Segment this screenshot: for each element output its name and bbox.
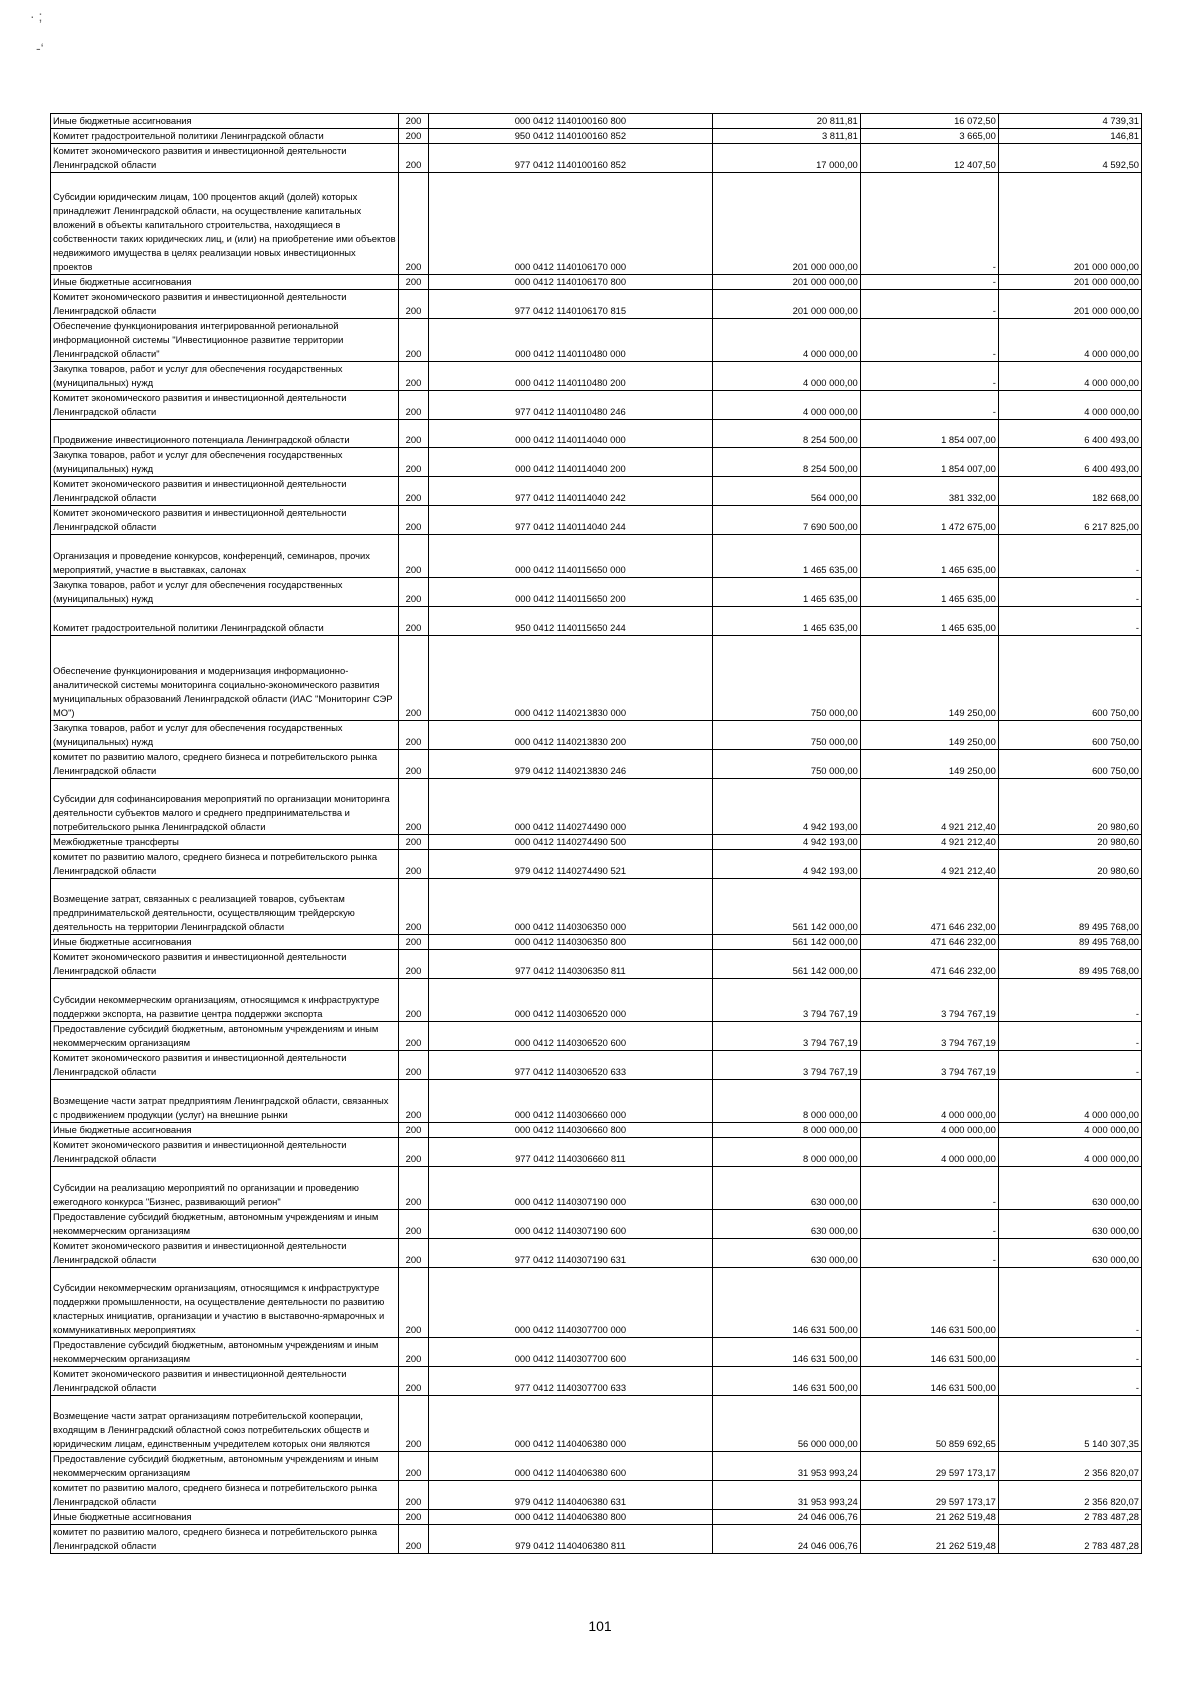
row-unexecuted: 89 495 768,00 <box>998 950 1141 979</box>
row-name: Комитет экономического развития и инвестиционной деятельности Ленинградской области <box>51 1367 399 1396</box>
table-row <box>51 1051 1142 1080</box>
row-budget-code: 000 0412 1140306520 600 <box>429 1022 712 1051</box>
row-name: Комитет экономического развития и инвестиционной деятельности Ленинградской области <box>51 144 399 173</box>
table-row <box>51 144 1142 173</box>
row-executed: 3 794 767,19 <box>860 979 998 1022</box>
row-name: комитет по развитию малого, среднего бизнеса и потребительского рынка Ленинградской области <box>51 850 399 879</box>
row-budget-code: 000 0412 1140110480 200 <box>429 362 712 391</box>
table-row <box>51 1080 1142 1123</box>
row-line-code: 200 <box>398 114 429 129</box>
row-name: Комитет экономического развития и инвестиционной деятельности Ленинградской области <box>51 1239 399 1268</box>
table-row <box>51 1239 1142 1268</box>
row-unexecuted: 89 495 768,00 <box>998 935 1141 950</box>
row-unexecuted: 182 668,00 <box>998 477 1141 506</box>
row-line-code: 200 <box>398 835 429 850</box>
scan-mark: · ; <box>30 8 43 24</box>
table-row <box>51 1396 1142 1452</box>
row-line-code: 200 <box>398 1051 429 1080</box>
row-budget-code: 977 0412 1140100160 852 <box>429 144 712 173</box>
row-executed: - <box>860 319 998 362</box>
row-name: Комитет экономического развития и инвестиционной деятельности Ленинградской области <box>51 1051 399 1080</box>
table-row <box>51 114 1142 129</box>
row-line-code: 200 <box>398 1452 429 1481</box>
row-approved: 8 000 000,00 <box>712 1123 860 1138</box>
row-approved: 56 000 000,00 <box>712 1396 860 1452</box>
row-name: Иные бюджетные ассигнования <box>51 1510 399 1525</box>
row-executed: 1 472 675,00 <box>860 506 998 535</box>
row-unexecuted: 201 000 000,00 <box>998 275 1141 290</box>
row-executed: 1 465 635,00 <box>860 578 998 607</box>
row-budget-code: 000 0412 1140306660 800 <box>429 1123 712 1138</box>
row-name: Комитет экономического развития и инвестиционной деятельности Ленинградской области <box>51 506 399 535</box>
row-budget-code: 000 0412 1140307700 600 <box>429 1338 712 1367</box>
row-executed: 1 854 007,00 <box>860 420 998 448</box>
row-budget-code: 977 0412 1140306350 811 <box>429 950 712 979</box>
row-executed: 149 250,00 <box>860 721 998 750</box>
row-approved: 750 000,00 <box>712 721 860 750</box>
row-unexecuted: 600 750,00 <box>998 636 1141 721</box>
row-unexecuted: 2 356 820,07 <box>998 1481 1141 1510</box>
row-executed: 4 921 212,40 <box>860 835 998 850</box>
row-approved: 630 000,00 <box>712 1239 860 1268</box>
row-executed: 4 921 212,40 <box>860 779 998 835</box>
row-executed: 29 597 173,17 <box>860 1481 998 1510</box>
row-budget-code: 950 0412 1140115650 244 <box>429 607 712 636</box>
row-unexecuted: 4 000 000,00 <box>998 1123 1141 1138</box>
row-budget-code: 977 0412 1140114040 244 <box>429 506 712 535</box>
row-approved: 31 953 993,24 <box>712 1452 860 1481</box>
row-unexecuted: 630 000,00 <box>998 1210 1141 1239</box>
row-line-code: 200 <box>398 1167 429 1210</box>
row-executed: 3 794 767,19 <box>860 1051 998 1080</box>
row-unexecuted: 600 750,00 <box>998 750 1141 779</box>
row-unexecuted: 146,81 <box>998 129 1141 144</box>
row-budget-code: 977 0412 1140110480 246 <box>429 391 712 420</box>
row-line-code: 200 <box>398 362 429 391</box>
table-row <box>51 535 1142 578</box>
row-executed: 1 465 635,00 <box>860 535 998 578</box>
table-row <box>51 578 1142 607</box>
scan-mark: -‘ <box>36 40 44 56</box>
row-unexecuted: 4 000 000,00 <box>998 319 1141 362</box>
row-name: Субсидии для софинансирования мероприятий по организации мониторинга деятельности субъектов малого и среднего предпринимательства и потребительского рынка Ленинградской области <box>51 779 399 835</box>
row-unexecuted: 4 739,31 <box>998 114 1141 129</box>
row-line-code: 200 <box>398 1396 429 1452</box>
row-unexecuted: 5 140 307,35 <box>998 1396 1141 1452</box>
expenditure-table <box>50 113 1142 1554</box>
row-approved: 4 000 000,00 <box>712 362 860 391</box>
row-line-code: 200 <box>398 935 429 950</box>
row-approved: 31 953 993,24 <box>712 1481 860 1510</box>
row-approved: 24 046 006,76 <box>712 1525 860 1554</box>
table-row <box>51 173 1142 275</box>
row-approved: 750 000,00 <box>712 750 860 779</box>
row-unexecuted: 2 783 487,28 <box>998 1510 1141 1525</box>
row-name: Закупка товаров, работ и услуг для обеспечения государственных (муниципальных) нужд <box>51 362 399 391</box>
row-budget-code: 000 0412 1140306350 800 <box>429 935 712 950</box>
table-row <box>51 835 1142 850</box>
row-name: Закупка товаров, работ и услуг для обеспечения государственных (муниципальных) нужд <box>51 578 399 607</box>
row-budget-code: 000 0412 1140213830 200 <box>429 721 712 750</box>
row-executed: - <box>860 1239 998 1268</box>
row-executed: 1 854 007,00 <box>860 448 998 477</box>
row-approved: 146 631 500,00 <box>712 1338 860 1367</box>
row-name: Предоставление субсидий бюджетным, автономным учреждениям и иным некоммерческим организациям <box>51 1022 399 1051</box>
row-budget-code: 000 0412 1140306350 000 <box>429 879 712 935</box>
row-budget-code: 979 0412 1140274490 521 <box>429 850 712 879</box>
row-name: Возмещение затрат, связанных с реализацией товаров, субъектам предпринимательской деятельности, осуществляющим трейдерскую деятельность на территории Ленинградской области <box>51 879 399 935</box>
row-budget-code: 000 0412 1140115650 200 <box>429 578 712 607</box>
row-budget-code: 979 0412 1140406380 811 <box>429 1525 712 1554</box>
row-executed: 29 597 173,17 <box>860 1452 998 1481</box>
row-line-code: 200 <box>398 1481 429 1510</box>
row-line-code: 200 <box>398 535 429 578</box>
row-budget-code: 977 0412 1140306660 811 <box>429 1138 712 1167</box>
row-name: Иные бюджетные ассигнования <box>51 114 399 129</box>
table-row <box>51 420 1142 448</box>
row-approved: 8 254 500,00 <box>712 420 860 448</box>
row-name: Субсидии некоммерческим организациям, относящимся к инфраструктуре поддержки экспорта, на развитие центра поддержки экспорта <box>51 979 399 1022</box>
row-approved: 3 794 767,19 <box>712 979 860 1022</box>
row-budget-code: 977 0412 1140307700 633 <box>429 1367 712 1396</box>
row-line-code: 200 <box>398 779 429 835</box>
row-line-code: 200 <box>398 506 429 535</box>
row-unexecuted: 2 356 820,07 <box>998 1452 1141 1481</box>
row-budget-code: 000 0412 1140306520 000 <box>429 979 712 1022</box>
row-budget-code: 000 0412 1140114040 000 <box>429 420 712 448</box>
row-executed: 1 465 635,00 <box>860 607 998 636</box>
row-budget-code: 977 0412 1140106170 815 <box>429 290 712 319</box>
row-executed: 471 646 232,00 <box>860 950 998 979</box>
row-unexecuted: - <box>998 578 1141 607</box>
row-name: Предоставление субсидий бюджетным, автономным учреждениям и иным некоммерческим организациям <box>51 1210 399 1239</box>
row-unexecuted: - <box>998 1022 1141 1051</box>
row-approved: 201 000 000,00 <box>712 290 860 319</box>
row-budget-code: 950 0412 1140100160 852 <box>429 129 712 144</box>
row-line-code: 200 <box>398 1080 429 1123</box>
row-executed: 4 000 000,00 <box>860 1080 998 1123</box>
table-row <box>51 1452 1142 1481</box>
row-approved: 8 254 500,00 <box>712 448 860 477</box>
row-executed: - <box>860 173 998 275</box>
row-line-code: 200 <box>398 950 429 979</box>
table-row <box>51 477 1142 506</box>
table-row <box>51 391 1142 420</box>
row-name: Иные бюджетные ассигнования <box>51 1123 399 1138</box>
table-row <box>51 506 1142 535</box>
table-row <box>51 721 1142 750</box>
row-unexecuted: - <box>998 535 1141 578</box>
row-executed: 3 665,00 <box>860 129 998 144</box>
row-approved: 3 794 767,19 <box>712 1051 860 1080</box>
row-budget-code: 000 0412 1140213830 000 <box>429 636 712 721</box>
row-line-code: 200 <box>398 1268 429 1338</box>
row-approved: 1 465 635,00 <box>712 607 860 636</box>
row-approved: 3 794 767,19 <box>712 1022 860 1051</box>
row-line-code: 200 <box>398 275 429 290</box>
row-budget-code: 000 0412 1140274490 500 <box>429 835 712 850</box>
row-name: комитет по развитию малого, среднего бизнеса и потребительского рынка Ленинградской области <box>51 1481 399 1510</box>
row-approved: 1 465 635,00 <box>712 535 860 578</box>
page-number: 101 <box>588 1618 612 1634</box>
row-executed: 471 646 232,00 <box>860 935 998 950</box>
row-name: Закупка товаров, работ и услуг для обеспечения государственных (муниципальных) нужд <box>51 721 399 750</box>
row-name: Иные бюджетные ассигнования <box>51 275 399 290</box>
row-executed: 149 250,00 <box>860 750 998 779</box>
row-unexecuted: 4 000 000,00 <box>998 362 1141 391</box>
row-budget-code: 000 0412 1140106170 800 <box>429 275 712 290</box>
row-line-code: 200 <box>398 448 429 477</box>
row-unexecuted: 201 000 000,00 <box>998 290 1141 319</box>
row-budget-code: 000 0412 1140307700 000 <box>429 1268 712 1338</box>
row-approved: 3 811,81 <box>712 129 860 144</box>
table-row <box>51 935 1142 950</box>
row-line-code: 200 <box>398 1525 429 1554</box>
row-approved: 8 000 000,00 <box>712 1080 860 1123</box>
row-name: Межбюджетные трансферты <box>51 835 399 850</box>
table-row <box>51 1268 1142 1338</box>
row-unexecuted: 4 000 000,00 <box>998 1138 1141 1167</box>
row-budget-code: 000 0412 1140115650 000 <box>429 535 712 578</box>
row-approved: 561 142 000,00 <box>712 879 860 935</box>
row-line-code: 200 <box>398 879 429 935</box>
row-line-code: 200 <box>398 391 429 420</box>
row-name: Возмещение части затрат организациям потребительской кооперации, входящим в Ленинградский областной союз потребительских обществ и юридическим лицам, единственным учредителем которых они являются <box>51 1396 399 1452</box>
row-line-code: 200 <box>398 1022 429 1051</box>
row-name: Предоставление субсидий бюджетным, автономным учреждениям и иным некоммерческим организациям <box>51 1338 399 1367</box>
row-line-code: 200 <box>398 636 429 721</box>
table-row <box>51 607 1142 636</box>
row-approved: 20 811,81 <box>712 114 860 129</box>
table-row <box>51 448 1142 477</box>
row-executed: 146 631 500,00 <box>860 1268 998 1338</box>
row-line-code: 200 <box>398 1138 429 1167</box>
row-approved: 8 000 000,00 <box>712 1138 860 1167</box>
row-name: Комитет экономического развития и инвестиционной деятельности Ленинградской области <box>51 391 399 420</box>
row-executed: 149 250,00 <box>860 636 998 721</box>
row-budget-code: 000 0412 1140100160 800 <box>429 114 712 129</box>
table-row <box>51 275 1142 290</box>
table-row <box>51 979 1142 1022</box>
row-unexecuted: 630 000,00 <box>998 1167 1141 1210</box>
row-name: Закупка товаров, работ и услуг для обеспечения государственных (муниципальных) нужд <box>51 448 399 477</box>
row-approved: 7 690 500,00 <box>712 506 860 535</box>
row-name: Субсидии юридическим лицам, 100 процентов акций (долей) которых принадлежит Ленинградской области, на осуществление капитальных вложений в объекты капитального строительства, находящиеся в собственности таких юридических лиц, и (или) на приобретение ими объектов недвижимого имущества в целях реализации новых инвестиционных проектов <box>51 173 399 275</box>
row-name: Организация и проведение конкурсов, конференций, семинаров, прочих мероприятий, участие в выставках, салонах <box>51 535 399 578</box>
row-unexecuted: - <box>998 1051 1141 1080</box>
row-budget-code: 000 0412 1140306660 000 <box>429 1080 712 1123</box>
row-executed: 146 631 500,00 <box>860 1367 998 1396</box>
row-budget-code: 000 0412 1140110480 000 <box>429 319 712 362</box>
table-row <box>51 1210 1142 1239</box>
row-line-code: 200 <box>398 979 429 1022</box>
row-budget-code: 000 0412 1140406380 800 <box>429 1510 712 1525</box>
row-budget-code: 979 0412 1140213830 246 <box>429 750 712 779</box>
row-budget-code: 000 0412 1140406380 600 <box>429 1452 712 1481</box>
row-name: Возмещение части затрат предприятиям Ленинградской области, связанных с продвижением продукции (услуг) на внешние рынки <box>51 1080 399 1123</box>
row-approved: 146 631 500,00 <box>712 1268 860 1338</box>
row-unexecuted: - <box>998 607 1141 636</box>
row-line-code: 200 <box>398 1239 429 1268</box>
row-executed: 50 859 692,65 <box>860 1396 998 1452</box>
row-approved: 4 942 193,00 <box>712 850 860 879</box>
row-budget-code: 000 0412 1140307190 600 <box>429 1210 712 1239</box>
row-name: Обеспечение функционирования интегрированной региональной информационной системы "Инвестиционное развитие территории Ленинградской области" <box>51 319 399 362</box>
row-budget-code: 977 0412 1140307190 631 <box>429 1239 712 1268</box>
row-budget-code: 000 0412 1140307190 000 <box>429 1167 712 1210</box>
row-executed: - <box>860 391 998 420</box>
row-name: Комитет экономического развития и инвестиционной деятельности Ленинградской области <box>51 950 399 979</box>
row-executed: - <box>860 1167 998 1210</box>
table-row <box>51 1123 1142 1138</box>
table-row <box>51 850 1142 879</box>
row-line-code: 200 <box>398 721 429 750</box>
table-row <box>51 1525 1142 1554</box>
row-budget-code: 000 0412 1140274490 000 <box>429 779 712 835</box>
row-name: Комитет градостроительной политики Ленинградской области <box>51 607 399 636</box>
row-unexecuted: 6 400 493,00 <box>998 448 1141 477</box>
row-name: Комитет экономического развития и инвестиционной деятельности Ленинградской области <box>51 290 399 319</box>
row-budget-code: 000 0412 1140406380 000 <box>429 1396 712 1452</box>
row-line-code: 200 <box>398 319 429 362</box>
row-name: Комитет экономического развития и инвестиционной деятельности Ленинградской области <box>51 477 399 506</box>
row-executed: - <box>860 290 998 319</box>
row-line-code: 200 <box>398 1510 429 1525</box>
row-name: Комитет градостроительной политики Ленинградской области <box>51 129 399 144</box>
row-executed: 16 072,50 <box>860 114 998 129</box>
table-row <box>51 879 1142 935</box>
row-executed: - <box>860 275 998 290</box>
row-name: Субсидии некоммерческим организациям, относящимся к инфраструктуре поддержки промышленности, на осуществление деятельности по развитию кластерных инициатив, организации и участию в выставочно-ярмарочных и коммуникативных мероприятиях <box>51 1268 399 1338</box>
row-line-code: 200 <box>398 850 429 879</box>
row-executed: 12 407,50 <box>860 144 998 173</box>
table-body <box>51 114 1142 1554</box>
table-row <box>51 362 1142 391</box>
row-executed: - <box>860 1210 998 1239</box>
table-row <box>51 319 1142 362</box>
table-row <box>51 1367 1142 1396</box>
row-name: Комитет экономического развития и инвестиционной деятельности Ленинградской области <box>51 1138 399 1167</box>
row-unexecuted: 6 217 825,00 <box>998 506 1141 535</box>
table-row <box>51 1167 1142 1210</box>
row-executed: 471 646 232,00 <box>860 879 998 935</box>
table-row <box>51 129 1142 144</box>
row-approved: 564 000,00 <box>712 477 860 506</box>
row-unexecuted: - <box>998 1338 1141 1367</box>
row-name: комитет по развитию малого, среднего бизнеса и потребительского рынка Ленинградской области <box>51 1525 399 1554</box>
row-name: Продвижение инвестиционного потенциала Ленинградской области <box>51 420 399 448</box>
row-name: Субсидии на реализацию мероприятий по организации и проведению ежегодного конкурса "Бизнес, развивающий регион" <box>51 1167 399 1210</box>
row-approved: 4 000 000,00 <box>712 391 860 420</box>
row-approved: 630 000,00 <box>712 1167 860 1210</box>
row-executed: 21 262 519,48 <box>860 1510 998 1525</box>
row-approved: 561 142 000,00 <box>712 950 860 979</box>
row-approved: 17 000,00 <box>712 144 860 173</box>
row-unexecuted: 600 750,00 <box>998 721 1141 750</box>
row-approved: 201 000 000,00 <box>712 173 860 275</box>
row-unexecuted: - <box>998 1367 1141 1396</box>
row-unexecuted: 4 000 000,00 <box>998 1080 1141 1123</box>
row-name: Обеспечение функционирования и модернизация информационно-аналитической системы мониторинга социально-экономического развития муниципальных образований Ленинградской области (ИАС "Мониторинг СЭР МО") <box>51 636 399 721</box>
row-unexecuted: 20 980,60 <box>998 779 1141 835</box>
row-unexecuted: 89 495 768,00 <box>998 879 1141 935</box>
row-line-code: 200 <box>398 144 429 173</box>
row-name: комитет по развитию малого, среднего бизнеса и потребительского рынка Ленинградской области <box>51 750 399 779</box>
row-budget-code: 977 0412 1140114040 242 <box>429 477 712 506</box>
table-row <box>51 1138 1142 1167</box>
row-approved: 4 942 193,00 <box>712 779 860 835</box>
row-unexecuted: 20 980,60 <box>998 850 1141 879</box>
row-approved: 1 465 635,00 <box>712 578 860 607</box>
row-unexecuted: 4 592,50 <box>998 144 1141 173</box>
row-line-code: 200 <box>398 173 429 275</box>
row-approved: 4 000 000,00 <box>712 319 860 362</box>
table-row <box>51 1481 1142 1510</box>
row-line-code: 200 <box>398 1338 429 1367</box>
row-unexecuted: - <box>998 1268 1141 1338</box>
row-executed: 146 631 500,00 <box>860 1338 998 1367</box>
row-name: Иные бюджетные ассигнования <box>51 935 399 950</box>
row-line-code: 200 <box>398 129 429 144</box>
table-row <box>51 750 1142 779</box>
row-budget-code: 977 0412 1140306520 633 <box>429 1051 712 1080</box>
table-row <box>51 1510 1142 1525</box>
table-row <box>51 1338 1142 1367</box>
row-approved: 561 142 000,00 <box>712 935 860 950</box>
table-row <box>51 950 1142 979</box>
row-unexecuted: - <box>998 979 1141 1022</box>
table-row <box>51 779 1142 835</box>
row-approved: 4 942 193,00 <box>712 835 860 850</box>
row-name: Предоставление субсидий бюджетным, автономным учреждениям и иным некоммерческим организациям <box>51 1452 399 1481</box>
row-line-code: 200 <box>398 607 429 636</box>
row-unexecuted: 20 980,60 <box>998 835 1141 850</box>
row-approved: 146 631 500,00 <box>712 1367 860 1396</box>
table-row <box>51 290 1142 319</box>
row-line-code: 200 <box>398 1210 429 1239</box>
row-budget-code: 000 0412 1140114040 200 <box>429 448 712 477</box>
row-executed: 3 794 767,19 <box>860 1022 998 1051</box>
row-approved: 630 000,00 <box>712 1210 860 1239</box>
row-line-code: 200 <box>398 477 429 506</box>
table-row <box>51 1022 1142 1051</box>
row-budget-code: 979 0412 1140406380 631 <box>429 1481 712 1510</box>
row-line-code: 200 <box>398 578 429 607</box>
row-unexecuted: 2 783 487,28 <box>998 1525 1141 1554</box>
row-approved: 201 000 000,00 <box>712 275 860 290</box>
row-unexecuted: 630 000,00 <box>998 1239 1141 1268</box>
row-line-code: 200 <box>398 750 429 779</box>
row-executed: - <box>860 362 998 391</box>
row-unexecuted: 6 400 493,00 <box>998 420 1141 448</box>
row-unexecuted: 4 000 000,00 <box>998 391 1141 420</box>
row-executed: 21 262 519,48 <box>860 1525 998 1554</box>
row-executed: 4 000 000,00 <box>860 1123 998 1138</box>
row-approved: 24 046 006,76 <box>712 1510 860 1525</box>
row-approved: 750 000,00 <box>712 636 860 721</box>
row-line-code: 200 <box>398 420 429 448</box>
row-executed: 381 332,00 <box>860 477 998 506</box>
row-executed: 4 000 000,00 <box>860 1138 998 1167</box>
row-unexecuted: 201 000 000,00 <box>998 173 1141 275</box>
row-executed: 4 921 212,40 <box>860 850 998 879</box>
row-line-code: 200 <box>398 1123 429 1138</box>
row-line-code: 200 <box>398 1367 429 1396</box>
row-line-code: 200 <box>398 290 429 319</box>
table-row <box>51 636 1142 721</box>
row-budget-code: 000 0412 1140106170 000 <box>429 173 712 275</box>
